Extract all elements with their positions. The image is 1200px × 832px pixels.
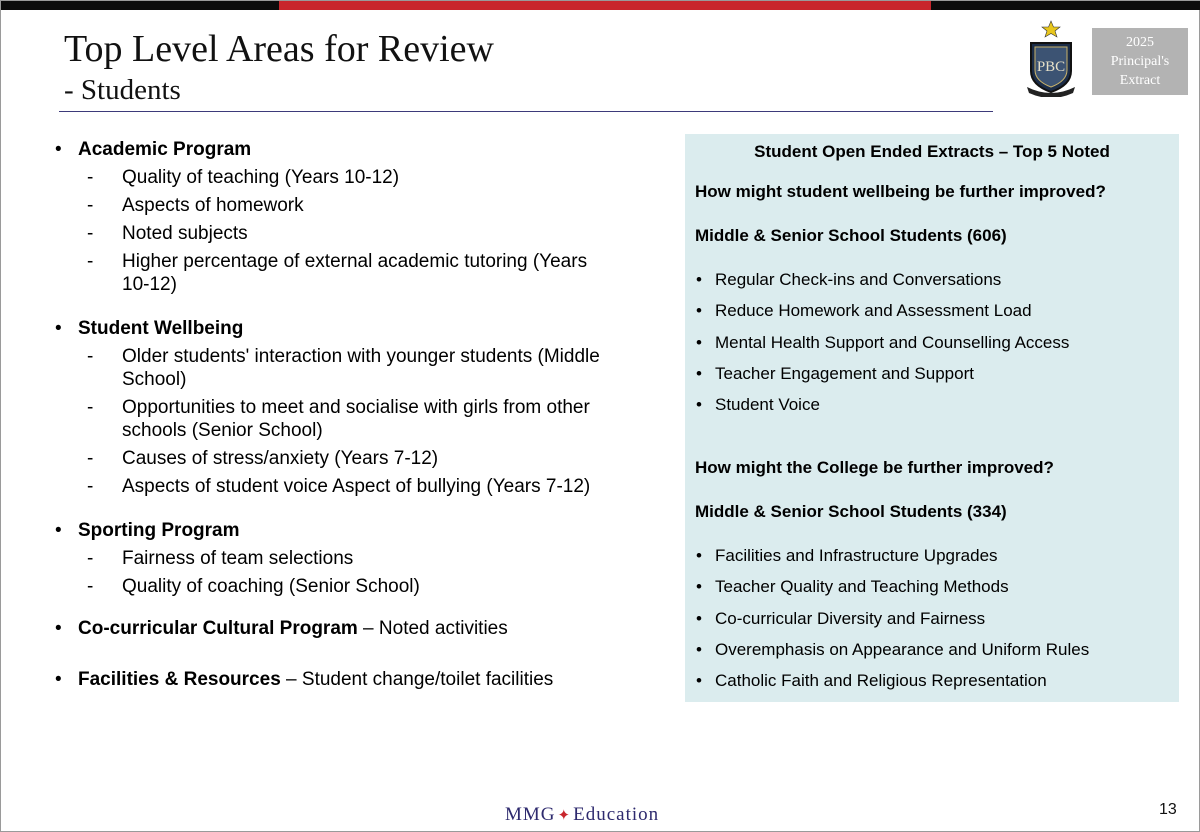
dash-icon: - (87, 448, 94, 469)
badge-line: Extract (1119, 73, 1161, 88)
list-item (695, 301, 1069, 332)
section-title: Facilities & Resources (78, 669, 281, 690)
bullet-icon: • (696, 395, 702, 414)
list-item (53, 222, 617, 245)
list-item (695, 364, 1069, 395)
list-item (53, 475, 617, 498)
dash-icon: - (87, 397, 94, 418)
list-item (695, 333, 1069, 364)
list-item-text: Teacher Quality and Teaching Methods (715, 577, 1009, 597)
list-item (695, 671, 1089, 702)
list-item-text: Opportunities to meet and socialise with girls from other schools (Senior School) (122, 397, 590, 441)
list-item (53, 166, 617, 189)
top-accent-bar (279, 1, 931, 10)
open-ended-extracts-panel (685, 134, 1179, 702)
section-academic-program (53, 138, 653, 296)
principals-extract-badge (1092, 28, 1188, 95)
section-title: Student Wellbeing (78, 318, 244, 339)
list-item (695, 609, 1089, 640)
bullet-icon: • (55, 139, 62, 160)
section-sporting-program (53, 519, 653, 598)
svg-text:PBC: PBC (1036, 59, 1066, 75)
panel-heading: Student Open Ended Extracts – Top 5 Noted (754, 142, 1110, 161)
list-item (53, 447, 617, 470)
dash-icon: - (87, 251, 94, 272)
list-item (53, 250, 617, 296)
list-item (53, 396, 617, 442)
question-heading: How might the College be further improved? (695, 458, 1054, 477)
list-item-text: Fairness of team selections (122, 548, 354, 569)
bullet-icon: • (696, 546, 702, 565)
list-item (695, 577, 1089, 608)
bullet-icon: • (55, 618, 62, 639)
title-divider (59, 111, 993, 112)
badge-line: 2025 (1126, 35, 1154, 50)
list-item-text: Quality of teaching (Years 10-12) (122, 167, 400, 188)
extract-list (695, 546, 1089, 702)
logo-text: Education (573, 804, 660, 825)
dash-icon: - (87, 167, 94, 188)
badge-line: Principal's (1110, 54, 1170, 69)
list-item-text: Quality of coaching (Senior School) (122, 576, 420, 597)
list-item (695, 270, 1069, 301)
dash-icon: - (87, 346, 94, 367)
bullet-icon: • (55, 520, 62, 541)
bullet-icon: • (696, 671, 702, 690)
list-item (53, 547, 617, 570)
list-item-text: Student Voice (715, 395, 820, 414)
section-title: Sporting Program (78, 520, 240, 541)
list-item (695, 395, 1069, 426)
bullet-icon: • (696, 608, 702, 628)
question-heading: How might student wellbeing be further improved? (695, 182, 1106, 201)
page-title: Top Level Areas for Review (64, 28, 494, 70)
section-cocurricular-cultural (53, 617, 653, 641)
list-item-text: Aspects of homework (122, 195, 304, 216)
list-item (695, 640, 1089, 671)
school-crest-icon (1023, 19, 1079, 97)
section-note: – Student change/toilet facilities (280, 669, 554, 690)
dash-icon: - (87, 195, 94, 216)
list-item-text: Regular Check-ins and Conversations (715, 270, 1002, 289)
list-item-text: Aspects of student voice Aspect of bullying (Years 7-12) (122, 476, 591, 497)
list-item (53, 194, 617, 217)
bullet-icon: • (55, 318, 62, 339)
list-item (53, 575, 617, 598)
audience-heading: Middle & Senior School Students (334) (695, 502, 1007, 521)
bullet-icon: • (696, 332, 702, 352)
bullet-icon: • (696, 301, 702, 321)
page-subtitle: - Students (64, 74, 181, 106)
section-facilities-resources (53, 668, 653, 692)
dash-icon: - (87, 223, 94, 244)
extract-list (695, 270, 1069, 426)
bullet-icon: • (696, 270, 702, 289)
list-item (695, 546, 1089, 577)
list-item-text: Causes of stress/anxiety (Years 7-12) (122, 448, 439, 469)
list-item-text: Noted subjects (122, 223, 248, 244)
section-note: – Noted activities (357, 618, 508, 639)
section-title: Co-curricular Cultural Program (78, 618, 358, 639)
section-student-wellbeing (53, 317, 653, 498)
list-item-text: Mental Health Support and Counselling Access (715, 332, 1070, 352)
list-item-text: Older students' interaction with younger students (Middle School) (122, 346, 600, 390)
dash-icon: - (87, 576, 94, 597)
dash-icon: - (87, 548, 94, 569)
bullet-icon: • (696, 363, 702, 383)
bullet-icon: • (696, 577, 702, 597)
bullet-icon: • (696, 639, 702, 659)
list-item-text: Reduce Homework and Assessment Load (715, 301, 1032, 321)
audience-heading: Middle & Senior School Students (606) (695, 226, 1007, 245)
list-item-text: Teacher Engagement and Support (715, 363, 974, 383)
mmg-education-logo (505, 804, 659, 826)
review-areas-list (53, 138, 653, 692)
star-icon: ✦ (557, 808, 572, 824)
list-item-text: Catholic Faith and Religious Representation (715, 671, 1047, 690)
list-item (53, 345, 617, 391)
list-item-text: Overemphasis on Appearance and Uniform Rules (715, 639, 1090, 659)
section-title: Academic Program (78, 139, 252, 160)
list-item-text: Facilities and Infrastructure Upgrades (715, 546, 998, 565)
list-item-text: Higher percentage of external academic tutoring (Years 10-12) (122, 251, 588, 295)
dash-icon: - (87, 476, 94, 497)
list-item-text: Co-curricular Diversity and Fairness (715, 608, 986, 628)
logo-text: MMG (505, 804, 556, 825)
page-number: 13 (1159, 801, 1177, 818)
bullet-icon: • (55, 669, 62, 690)
